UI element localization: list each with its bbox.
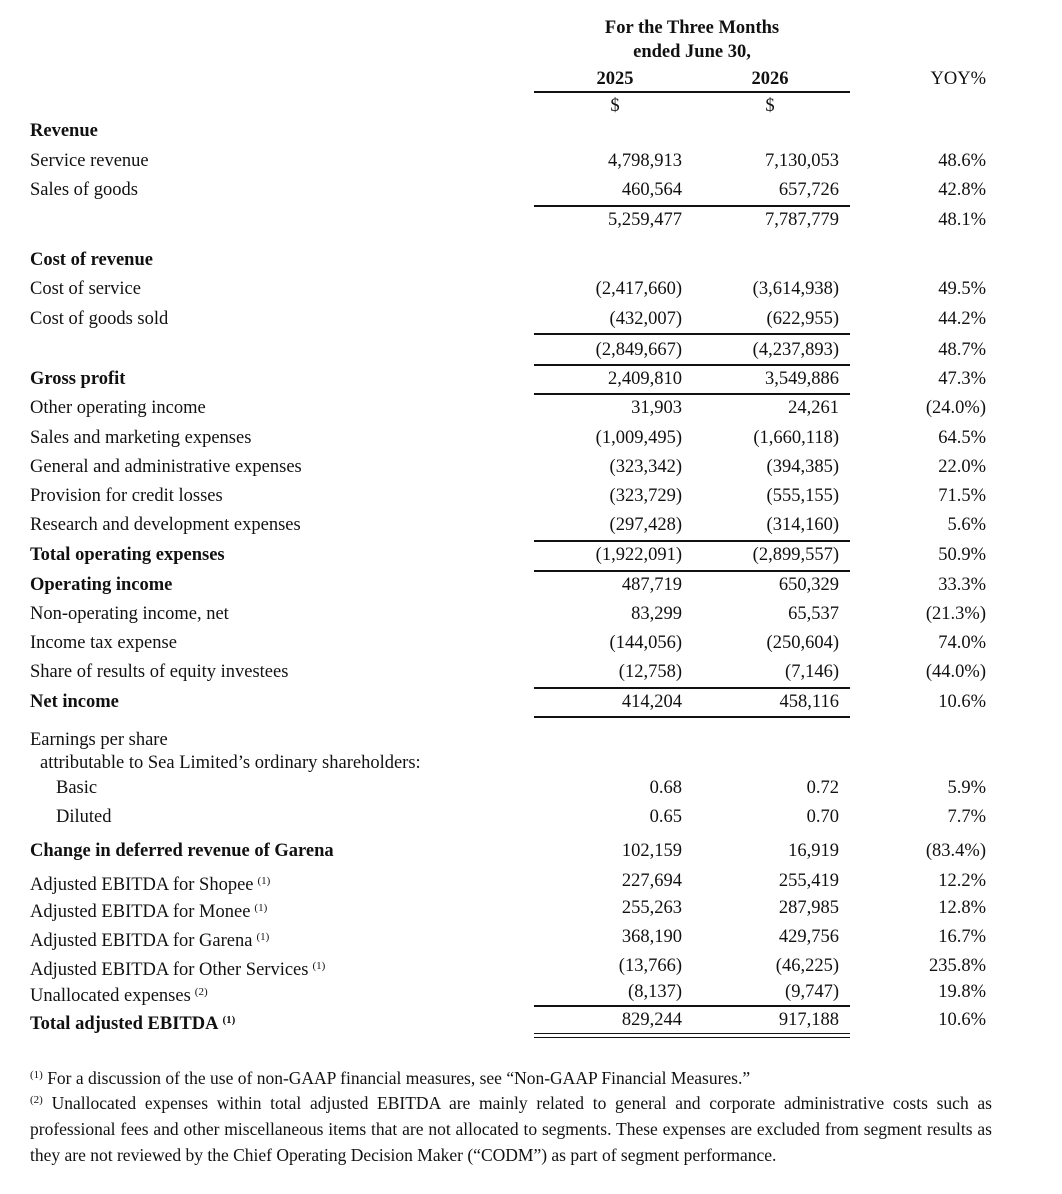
- currency-2026: $: [765, 96, 775, 116]
- row-label-text: Change in deferred revenue of Garena: [30, 841, 334, 861]
- value-2025: 368,190: [621, 927, 682, 947]
- value-2025: (1,009,495): [595, 428, 682, 448]
- row-label-text: Non-operating income, net: [30, 604, 229, 624]
- value-2025: 255,263: [621, 898, 682, 918]
- row-label: [40, 752, 421, 774]
- value-2025: (2,849,667): [595, 340, 682, 360]
- value-yoy: 7.7%: [947, 807, 986, 827]
- row-label-text: Adjusted EBITDA for Monee: [30, 902, 251, 922]
- subtotal-rule: [534, 364, 850, 366]
- row-label: [30, 120, 98, 142]
- row-label-text: General and administrative expenses: [30, 457, 302, 477]
- value-2026: 7,787,779: [765, 210, 839, 230]
- row-label-text: Earnings per share: [30, 730, 168, 750]
- row-label: [30, 485, 223, 507]
- row-label: [30, 870, 270, 896]
- row-label-text: Basic: [56, 778, 98, 798]
- value-2026: 24,261: [788, 398, 839, 418]
- row-label-text: Other operating income: [30, 398, 206, 418]
- row-label: [30, 661, 288, 683]
- row-label: [30, 981, 208, 1007]
- value-2026: (3,614,938): [752, 279, 839, 299]
- value-2025: (323,729): [609, 486, 682, 506]
- value-2026: (9,747): [785, 982, 839, 1002]
- value-2026: 287,985: [778, 898, 839, 918]
- row-label-text: Net income: [30, 692, 119, 712]
- subtotal-rule: [534, 333, 850, 335]
- value-2026: 917,188: [778, 1010, 839, 1030]
- value-2026: (555,155): [766, 486, 839, 506]
- row-label-text: Research and development expenses: [30, 515, 301, 535]
- value-yoy: 42.8%: [938, 180, 986, 200]
- value-yoy: 235.8%: [928, 956, 986, 976]
- value-yoy: 12.8%: [938, 898, 986, 918]
- value-2025: 829,244: [621, 1010, 682, 1030]
- value-yoy: 44.2%: [938, 309, 986, 329]
- header-rule: [534, 91, 850, 93]
- row-label: [30, 574, 172, 596]
- subtotal-rule: [534, 393, 850, 395]
- column-header-2026: 2026: [751, 69, 789, 89]
- value-2025: 0.68: [649, 778, 682, 798]
- value-2026: (394,385): [766, 457, 839, 477]
- row-label: [30, 691, 119, 713]
- value-yoy: 49.5%: [938, 279, 986, 299]
- row-label: [30, 729, 168, 751]
- row-label: [30, 427, 251, 449]
- value-2026: 458,116: [779, 692, 839, 712]
- subtotal-rule: [534, 716, 850, 718]
- row-label: [56, 777, 97, 799]
- value-2026: (1,660,118): [753, 428, 839, 448]
- value-yoy: 10.6%: [938, 1010, 986, 1030]
- value-2025: 5,259,477: [608, 210, 682, 230]
- value-yoy: (83.4%): [925, 841, 986, 861]
- value-2026: (314,160): [766, 515, 839, 535]
- row-label-text: attributable to Sea Limited’s ordinary shareholders:: [40, 753, 421, 773]
- value-yoy: (21.3%): [925, 604, 986, 624]
- period-title-line2: ended June 30,: [633, 42, 751, 62]
- value-2025: 4,798,913: [608, 151, 682, 171]
- footnote-ref: (1): [256, 931, 270, 943]
- footnote-ref: (1): [257, 875, 271, 887]
- row-label-text: Revenue: [30, 121, 98, 141]
- value-2025: 2,409,810: [608, 369, 682, 389]
- value-2026: 0.70: [806, 807, 839, 827]
- value-2026: (250,604): [766, 633, 839, 653]
- value-2025: 83,299: [631, 604, 682, 624]
- value-2025: (297,428): [609, 515, 682, 535]
- subtotal-rule: [534, 687, 850, 689]
- row-label-text: Cost of service: [30, 279, 141, 299]
- footnote-ref: (1): [254, 902, 268, 914]
- footnote-ref: (2): [194, 986, 208, 998]
- footnote-1-text: For a discussion of the use of non-GAAP financial measures, see “Non-GAAP Financial Measures.”: [47, 1068, 751, 1088]
- value-yoy: 50.9%: [938, 545, 986, 565]
- value-2026: (7,146): [785, 662, 839, 682]
- subtotal-rule: [534, 540, 850, 542]
- value-yoy: 16.7%: [938, 927, 986, 947]
- subtotal-rule: [534, 570, 850, 572]
- row-label-text: Provision for credit losses: [30, 486, 223, 506]
- row-label: [30, 632, 177, 654]
- row-label: [30, 368, 125, 390]
- value-2026: (622,955): [766, 309, 839, 329]
- value-yoy: 74.0%: [938, 633, 986, 653]
- row-label: [30, 1009, 235, 1035]
- row-label: [30, 955, 325, 981]
- column-header-yoy: YOY%: [930, 69, 986, 89]
- value-2025: 460,564: [621, 180, 682, 200]
- value-yoy: 22.0%: [938, 457, 986, 477]
- footnote-2: [30, 1087, 992, 1168]
- value-yoy: 48.6%: [938, 151, 986, 171]
- value-yoy: 12.2%: [938, 871, 986, 891]
- value-2025: 31,903: [631, 398, 682, 418]
- value-2026: 255,419: [778, 871, 839, 891]
- row-label: [30, 840, 334, 862]
- row-label: [30, 308, 168, 330]
- row-label: [30, 514, 301, 536]
- value-2026: 16,919: [788, 841, 839, 861]
- row-label-text: Cost of revenue: [30, 250, 153, 270]
- value-yoy: 33.3%: [938, 575, 986, 595]
- value-2025: (1,922,091): [595, 545, 682, 565]
- row-label-text: Total adjusted EBITDA: [30, 1014, 219, 1034]
- row-label-text: Diluted: [56, 807, 112, 827]
- row-label: [30, 278, 141, 300]
- row-label: [30, 397, 206, 419]
- footnote-1-mark: (1): [30, 1069, 43, 1081]
- row-label: [30, 544, 225, 566]
- value-2026: (2,899,557): [752, 545, 839, 565]
- row-label: [30, 150, 149, 172]
- value-2025: (323,342): [609, 457, 682, 477]
- row-label-text: Operating income: [30, 575, 173, 595]
- row-label-text: Income tax expense: [30, 633, 177, 653]
- column-header-2025: 2025: [596, 69, 634, 89]
- value-2026: 657,726: [778, 180, 839, 200]
- value-2026: (46,225): [775, 956, 839, 976]
- value-2026: 650,329: [778, 575, 839, 595]
- row-label-text: Sales of goods: [30, 180, 138, 200]
- value-2026: 3,549,886: [765, 369, 839, 389]
- row-label-text: Cost of goods sold: [30, 309, 169, 329]
- value-2025: 102,159: [621, 841, 682, 861]
- value-yoy: 71.5%: [938, 486, 986, 506]
- value-2025: (12,758): [618, 662, 682, 682]
- footnote-ref: (1): [312, 960, 326, 972]
- value-yoy: (24.0%): [925, 398, 986, 418]
- value-2026: 7,130,053: [765, 151, 839, 171]
- value-yoy: 48.7%: [938, 340, 986, 360]
- row-label: [56, 806, 112, 828]
- row-label: [30, 603, 229, 625]
- row-label: [30, 926, 269, 952]
- currency-2025: $: [610, 96, 620, 116]
- value-2026: 0.72: [806, 778, 839, 798]
- value-2025: (432,007): [609, 309, 682, 329]
- value-2025: (2,417,660): [595, 279, 682, 299]
- value-yoy: 48.1%: [938, 210, 986, 230]
- value-2025: (8,137): [628, 982, 682, 1002]
- footnote-2-mark: (2): [30, 1094, 43, 1106]
- row-label-text: Adjusted EBITDA for Other Services: [30, 960, 309, 980]
- value-yoy: 10.6%: [938, 692, 986, 712]
- value-2025: (13,766): [618, 956, 682, 976]
- footnote-ref: (1): [222, 1014, 236, 1026]
- row-label-text: Adjusted EBITDA for Garena: [30, 931, 253, 951]
- row-label: [30, 179, 138, 201]
- total-double-rule: [534, 1033, 850, 1038]
- value-yoy: 19.8%: [938, 982, 986, 1002]
- row-label-text: Adjusted EBITDA for Shopee: [30, 875, 254, 895]
- value-2025: 487,719: [621, 575, 682, 595]
- footnote-2-text: Unallocated expenses within total adjusted EBITDA are mainly related to general and corporate administrative costs such as professional fees and other miscellaneous items that are not allocated to segments. These expenses are excluded from segment results as they are not reviewed by the Chief Operating Decision Maker (“CODM”) as part of segment performance.: [30, 1093, 992, 1165]
- period-title-line1: For the Three Months: [604, 18, 780, 38]
- row-label: [30, 249, 153, 271]
- row-label: [30, 897, 267, 923]
- subtotal-rule: [534, 1005, 850, 1007]
- value-2025: 414,204: [621, 692, 682, 712]
- value-2025: 0.65: [649, 807, 682, 827]
- value-yoy: 5.9%: [947, 778, 986, 798]
- value-2026: 429,756: [778, 927, 839, 947]
- row-label-text: Sales and marketing expenses: [30, 428, 252, 448]
- row-label-text: Total operating expenses: [30, 545, 225, 565]
- value-yoy: 47.3%: [938, 369, 986, 389]
- value-yoy: 64.5%: [938, 428, 986, 448]
- value-yoy: 5.6%: [947, 515, 986, 535]
- value-2025: 227,694: [621, 871, 682, 891]
- value-yoy: (44.0%): [925, 662, 986, 682]
- row-label-text: Service revenue: [30, 151, 149, 171]
- subtotal-rule: [534, 205, 850, 207]
- value-2026: (4,237,893): [752, 340, 839, 360]
- value-2026: 65,537: [788, 604, 839, 624]
- row-label-text: Gross profit: [30, 369, 126, 389]
- row-label-text: Share of results of equity investees: [30, 662, 289, 682]
- row-label: [30, 456, 302, 478]
- value-2025: (144,056): [609, 633, 682, 653]
- row-label-text: Unallocated expenses: [30, 986, 191, 1006]
